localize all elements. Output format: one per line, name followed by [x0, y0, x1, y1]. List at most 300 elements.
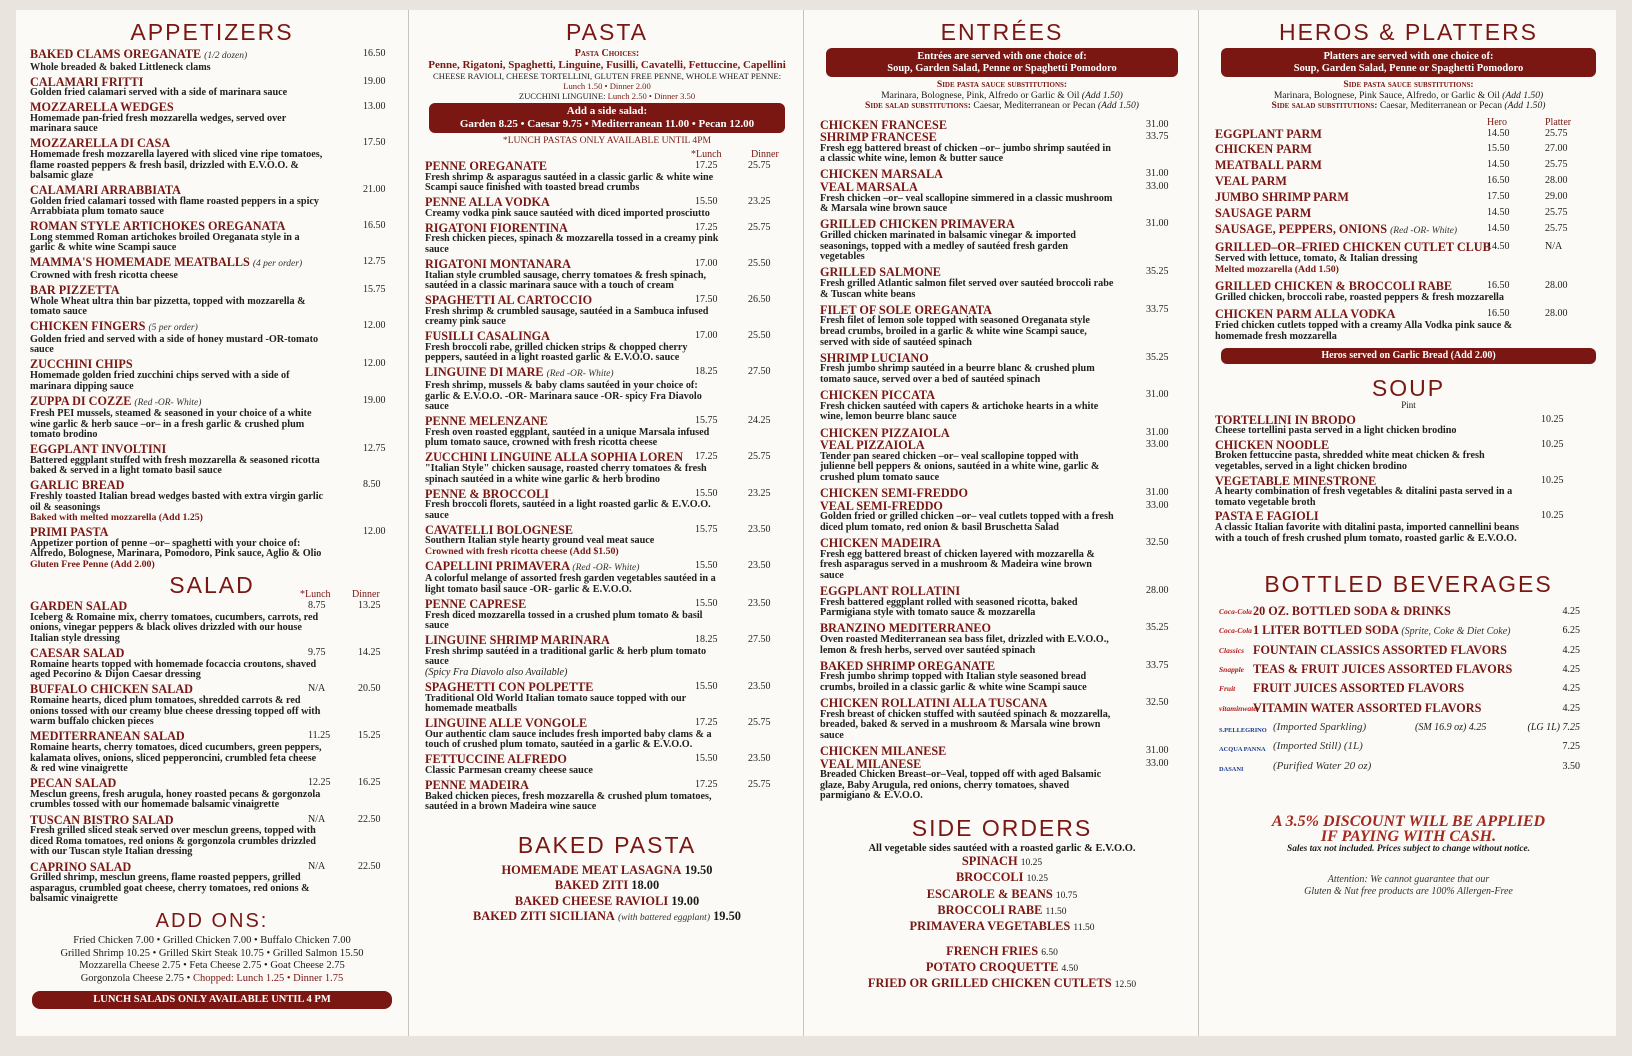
item-price-price: 12.00 — [363, 526, 386, 538]
side-order-price: 10.75 — [1055, 890, 1078, 901]
item-price-lunch: 18.25 — [695, 366, 718, 378]
menu-item — [1215, 280, 1602, 303]
item-price-price: 19.00 — [363, 75, 386, 87]
allergen-line2: Gluten & Nut free products are 100% Allergen-Free — [1304, 886, 1513, 898]
item-name-text: CHICKEN ROLLATINI ALLA TUSCANA — [820, 696, 1048, 711]
item-name — [30, 526, 394, 539]
menu-item — [820, 439, 1184, 483]
item-description: Freshly toasted Italian bread wedges basted with extra virgin garlic oil & seasonings — [30, 491, 324, 513]
item-name-text: VEAL PARM — [1215, 174, 1287, 189]
side-order-name: BROCCOLI — [956, 870, 1024, 885]
menu-item — [30, 220, 394, 254]
beverage-price: 4.25 — [1562, 606, 1580, 618]
item-price-dinner: 23.50 — [748, 681, 771, 692]
item-price-lunch: 9.75 — [308, 646, 326, 658]
addons-line: Grilled Shrimp 10.25 • Grilled Skirt Steak 10.75 • Grilled Salmon 15.50 — [60, 947, 364, 959]
item-name — [30, 443, 394, 456]
item-name — [820, 131, 1184, 144]
entrees-list — [820, 119, 1184, 803]
heros-sub1-text: Marinara, Bolognese, Pink Sauce, Alfredo, or Garlic & Oil — [1273, 89, 1500, 101]
menu-item — [820, 181, 1184, 215]
item-name — [30, 600, 394, 613]
side-salad-prices: Garden 8.25 • Caesar 9.75 • Mediterranean 11.00 • Pecan 12.00 — [459, 118, 755, 130]
item-name-text: VEAL MILANESE — [820, 756, 922, 771]
menu-item — [820, 758, 1184, 802]
item-price-lunch: 17.25 — [695, 451, 718, 463]
item-price-price: 31.00 — [1146, 118, 1169, 130]
beverage-name — [1253, 662, 1512, 676]
item-price-price: 35.25 — [1146, 622, 1169, 634]
item-price-lunch: 17.25 — [695, 160, 718, 171]
item-name — [30, 647, 394, 660]
beverage-row — [1215, 662, 1602, 681]
heros-sub2-text: Caesar, Mediterranean or Pecan — [1379, 100, 1503, 111]
item-description: Served with lettuce, tomato, & Italian dressing — [1215, 252, 1418, 264]
item-name-text: LINGUINE DI MARE — [425, 365, 544, 380]
beverage-price: 6.25 — [1562, 625, 1580, 637]
menu-item — [30, 284, 394, 318]
item-name-text: GRILLED CHICKEN PRIMAVERA — [820, 217, 1015, 232]
side-order-name: ESCAROLE & BEANS — [926, 886, 1053, 901]
item-description: Fresh shrimp sautéed in a traditional garlic & herb plum tomato sauce — [425, 645, 707, 668]
item-name-text: CHICKEN PICCATA — [820, 388, 935, 403]
baked-pasta-name: HOMEMADE MEAT LASAGNA — [501, 862, 682, 877]
side-order-price: 11.50 — [1073, 923, 1095, 934]
item-price-price: 35.25 — [1146, 266, 1169, 278]
item-extra: Crowned with fresh ricotta cheese (Add $1.50) — [425, 545, 619, 557]
side-order-name: BROCCOLI RABE — [937, 902, 1043, 917]
heros-substitutions — [1215, 80, 1602, 112]
menu-item — [30, 443, 394, 477]
item-note: (Red -OR- White) — [134, 397, 202, 408]
beverage-name-text: 20 OZ. BOTTLED SODA & DRINKS — [1253, 604, 1451, 619]
menu-item — [1215, 414, 1602, 437]
heros-banner-line2: Soup, Garden Salad, Penne or Spaghetti Pomodoro — [1293, 62, 1524, 74]
menu-item — [30, 526, 394, 570]
side-order-price: 10.25 — [1026, 874, 1048, 885]
item-name-text: PASTA E FAGIOLI — [1215, 509, 1319, 524]
column-appetizers — [16, 10, 409, 1036]
item-description: Fresh shrimp & asparagus sautéed in a classic garlic & white wine Scampi sauce finished with toasted bread crumbs — [425, 171, 714, 194]
item-description: Traditional Old World Italian tomato sauce topped with our homemade meatballs — [425, 692, 686, 715]
item-name-text: PENNE MELENZANE — [425, 414, 548, 429]
menu-page — [16, 10, 1616, 1036]
item-price-price: 16.50 — [363, 220, 386, 232]
item-price-dinner: 25.75 — [748, 221, 771, 233]
item-name-text: CAPELLINI PRIMAVERA — [425, 558, 570, 573]
menu-item — [1215, 510, 1602, 544]
water-row — [1215, 720, 1602, 739]
item-name-text: FUSILLI CASALINGA — [425, 329, 550, 344]
menu-item — [820, 304, 1184, 348]
item-price-price: 31.00 — [1146, 745, 1169, 757]
item-price-hero: 16.50 — [1487, 280, 1510, 292]
item-name — [1215, 207, 1602, 220]
item-note: (Red -OR- White) — [546, 369, 614, 380]
item-name — [425, 330, 789, 343]
item-price-dinner: 23.50 — [748, 753, 771, 765]
item-name-text: VEAL SEMI-FREDDO — [820, 498, 943, 513]
item-price-price: 32.50 — [1146, 697, 1169, 709]
item-name-text: SAUSAGE PARM — [1215, 206, 1312, 221]
item-description: Fresh battered eggplant rolled with seasoned ricotta, baked Parmigiana style with tomato sauce & mozzarella — [820, 596, 1078, 619]
side-order-price: 6.50 — [1041, 947, 1058, 958]
item-description: Homemade golden fried zucchini chips served with a side of marinara dipping sauce — [30, 369, 290, 392]
item-price-lunch: 8.75 — [308, 600, 326, 611]
menu-item — [425, 634, 789, 678]
menu-item — [425, 598, 789, 632]
item-description: Grilled shrimp, mesclun greens, flame roasted peppers, grilled asparagus, crumbled goat cheese, cherry tomatoes, red onions & balsamic vinaigrette — [30, 872, 310, 905]
beverage-price: 4.25 — [1562, 664, 1580, 676]
water-price: 3.50 — [1562, 760, 1580, 772]
menu-item — [30, 101, 394, 135]
item-price-price: 13.00 — [363, 101, 386, 113]
menu-item — [1215, 475, 1602, 509]
menu-item — [425, 160, 789, 194]
item-name — [1215, 159, 1602, 172]
item-price-hero: 14.50 — [1487, 207, 1510, 219]
item-price-dinner: 25.75 — [748, 778, 771, 790]
addons-line: Mozzarella Cheese 2.75 • Feta Cheese 2.75 • Goat Cheese 2.75 — [79, 960, 345, 972]
item-name-text: PENNE OREGANATE — [425, 159, 547, 173]
beverage-logo: Coca-Cola — [1219, 626, 1252, 636]
item-name-text: CHICKEN FINGERS — [30, 319, 146, 334]
item-price-price: 31.00 — [1146, 389, 1169, 401]
menu-item — [425, 222, 789, 256]
entrees-substitutions — [820, 80, 1184, 112]
item-price-lunch: 15.75 — [695, 415, 718, 427]
item-name-text: CALAMARI ARRABBIATA — [30, 183, 181, 198]
item-price-hero: 14.50 — [1487, 159, 1510, 171]
entrees-title: ENTRÉES — [940, 19, 1064, 45]
menu-item — [1215, 143, 1602, 156]
baked-pasta-price: 19.50 — [713, 909, 741, 924]
baked-pasta-price: 19.00 — [671, 893, 700, 908]
water-logo: S.PELLEGRINO — [1219, 726, 1267, 734]
item-price-lunch: 17.25 — [695, 717, 718, 729]
item-description: Fresh shrimp & crumbled sausage, sautéed in a Sambuca infused creamy pink sauce — [425, 305, 709, 328]
item-price-price: 8.50 — [363, 479, 381, 491]
item-name-text: PENNE ALLA VODKA — [425, 195, 550, 210]
water-name: (Purified Water 20 oz) — [1273, 759, 1372, 772]
item-description: Grilled chicken marinated in balsamic vinegar & imported seasonings, topped with a medley of sautéed fresh garden vegetables — [820, 230, 1076, 263]
baked-pasta-list — [425, 863, 789, 927]
item-name — [820, 181, 1184, 194]
platter-header: Platter — [1545, 116, 1572, 128]
menu-item — [1215, 223, 1602, 238]
item-price-lunch: N/A — [308, 813, 326, 825]
item-price-dinner: 23.50 — [748, 598, 771, 610]
baked-pasta-item — [425, 909, 789, 927]
soup-sub: Pint — [1401, 399, 1416, 410]
item-name — [1215, 175, 1602, 188]
item-name — [425, 196, 789, 209]
item-description: Whole Wheat ultra thin bar pizzetta, topped with mozzarella & tomato sauce — [30, 295, 306, 318]
item-price-price: 19.00 — [363, 394, 386, 406]
hero-header: Hero — [1487, 116, 1507, 128]
item-price-lunch: N/A — [308, 860, 326, 872]
heros-sub2-add: (Add 1.50) — [1504, 100, 1546, 111]
menu-item — [1215, 175, 1602, 188]
pasta-special1-text: CHEESE RAVIOLI, CHEESE TORTELLINI, GLUTEN FREE PENNE, WHOLE WHEAT PENNE: — [433, 71, 781, 81]
allergen-line1: Attention: We cannot guarantee that our — [1327, 873, 1490, 885]
item-description: Fresh grilled Atlantic salmon filet served over sautéed broccoli rabe & Tuscan white beans — [820, 278, 1114, 300]
item-description: Fresh egg battered breast of chicken –or– jumbo shrimp sautéed in a classic white wine, lemon & butter sauce — [820, 142, 1111, 165]
side-order-name: POTATO CROQUETTE — [925, 959, 1059, 974]
menu-item — [820, 218, 1184, 262]
item-name-text: EGGPLANT PARM — [1215, 126, 1322, 141]
item-name-text: EGGPLANT ROLLATINI — [820, 584, 961, 598]
heros-sub1-add: (Add 1.50) — [1502, 89, 1544, 101]
item-price-platter: 25.75 — [1545, 223, 1568, 235]
sub2-label: Side salad substitutions: — [865, 100, 971, 111]
item-price-lunch: 15.50 — [695, 598, 718, 610]
item-price-price: 10.25 — [1541, 474, 1564, 486]
menu-item — [425, 415, 789, 449]
item-description: Romaine hearts, diced plum tomatoes, shredded carrots & red onions tossed with our creamy blue cheese dressing topped off with warm buffalo chicken pieces — [30, 694, 321, 728]
item-description: A hearty combination of fresh vegetables & ditalini pasta served in a tomato vegetable broth — [1215, 486, 1513, 508]
item-name-text: GRILLED–OR–FRIED CHICKEN CUTLET CLUB — [1215, 240, 1491, 255]
item-name — [30, 395, 394, 410]
soup-list — [1215, 414, 1602, 545]
item-name — [820, 585, 1184, 598]
item-name — [30, 48, 394, 63]
menu-item — [425, 196, 789, 219]
addons-block — [30, 935, 394, 985]
item-price-price: 35.25 — [1146, 351, 1169, 363]
beverage-name-text: FRUIT JUICES ASSORTED FLAVORS — [1253, 681, 1465, 696]
garlic-bread-banner: Heros served on Garlic Bread (Add 2.00) — [1221, 348, 1596, 364]
item-name-text: BAKED SHRIMP OREGANATE — [820, 658, 996, 673]
beverage-name-text: 1 LITER BOTTLED SODA — [1253, 623, 1399, 638]
menu-item — [30, 814, 394, 858]
beverage-name — [1253, 643, 1507, 657]
item-price-price: 32.50 — [1146, 537, 1169, 549]
beverage-row — [1215, 604, 1602, 623]
item-name — [425, 779, 789, 792]
item-description: Classic Parmesan creamy cheese sauce — [425, 764, 593, 776]
item-price-price: 12.75 — [363, 443, 386, 455]
item-price-price: 31.00 — [1146, 487, 1169, 499]
item-description: Golden fried calamari served with a side of marinara sauce — [30, 87, 288, 99]
item-price-price: 21.00 — [363, 184, 386, 196]
item-name-text: ZUCCHINI CHIPS — [30, 357, 133, 372]
menu-item — [1215, 439, 1602, 473]
beverage-price: 4.25 — [1562, 644, 1580, 656]
item-price-lunch: 15.50 — [695, 753, 718, 765]
baked-pasta-name: BAKED ZITI SICILIANA — [473, 909, 615, 924]
item-name-text: GARLIC BREAD — [30, 478, 125, 493]
item-description: Our authentic clam sauce includes fresh imported baby clams & a touch of crushed plum tomato, sautéed in a garlic & E.V.O.O. — [425, 728, 712, 751]
side-order-item — [820, 919, 1184, 935]
item-name-text: PRIMI PASTA — [30, 525, 109, 540]
menu-item — [30, 358, 394, 392]
item-name — [30, 284, 394, 297]
item-name-text: CHICKEN PIZZAIOLA — [820, 425, 950, 440]
beverage-row — [1215, 623, 1602, 642]
appetizers-list — [30, 48, 394, 571]
item-name-text: CHICKEN MILANESE — [820, 744, 947, 759]
item-name-text: PECAN SALAD — [30, 776, 117, 791]
item-price-hero: 16.50 — [1487, 308, 1510, 320]
pasta-title: PASTA — [566, 19, 648, 45]
item-name-text: CHICKEN MADEIRA — [820, 536, 941, 551]
item-price-lunch: 15.50 — [695, 196, 718, 208]
item-price-dinner: 24.25 — [748, 415, 771, 427]
item-name — [425, 258, 789, 271]
item-name-text: CHICKEN SEMI-FREDDO — [820, 486, 968, 501]
menu-item — [425, 717, 789, 751]
menu-item — [820, 697, 1184, 741]
item-description: Homemade pan-fried fresh mozzarella wedges, served over marinara sauce — [30, 112, 287, 135]
pasta-choices: Penne, Rigatoni, Spaghetti, Linguine, Fusilli, Cavatelli, Fettuccine, Capellini — [428, 59, 786, 71]
item-name — [820, 537, 1184, 550]
item-name-text: PENNE & BROCCOLI — [425, 486, 549, 501]
item-description: Fresh filet of lemon sole topped with seasoned Oreganata style bread crumbs, broiled in a garlic & white wine Scampi sauce, served with side of sautéed spinach — [820, 315, 1090, 348]
item-name-text: FILET OF SOLE OREGANATA — [820, 302, 992, 317]
item-description: Grilled chicken, broccoli rabe, roasted peppers & fresh mozzarella — [1215, 291, 1504, 303]
item-name-text: MOZZARELLA WEDGES — [30, 100, 174, 115]
item-description: Fresh oven roasted eggplant, sautéed in a unique Marsala infused plum tomato sauce, crowned with fresh ricotta cheese — [425, 426, 710, 449]
salad-title: SALAD — [169, 572, 255, 598]
item-description: Iceberg & Romaine mix, cherry tomatoes, cucumbers, carrots, red onions, vinegar peppers & black olives drizzled with our house Italian style dressing — [30, 611, 319, 644]
item-name-text: LINGUINE ALLE VONGOLE — [425, 716, 588, 731]
item-name-text: CHICKEN PARM ALLA VODKA — [1215, 307, 1396, 322]
water-price: 7.25 — [1562, 741, 1580, 753]
beverage-price: 4.25 — [1562, 683, 1580, 695]
item-name — [1215, 191, 1602, 204]
item-description: Long stemmed Roman artichokes broiled Oreganata style in a garlic & white wine Scampi sauce — [30, 231, 300, 254]
pasta-special2-price: Lunch 2.50 • Dinner 3.50 — [607, 91, 696, 101]
soup-title: SOUP — [1371, 374, 1446, 401]
menu-item — [1215, 191, 1602, 204]
item-name — [425, 160, 789, 173]
menu-item — [820, 352, 1184, 386]
item-price-lunch: 17.00 — [695, 257, 718, 269]
item-name-text: MEATBALL PARM — [1215, 158, 1322, 173]
discount-line2: IF PAYING WITH CASH. — [1320, 827, 1497, 845]
item-name — [425, 560, 789, 575]
item-description: Southern Italian style hearty ground veal meat sauce — [425, 535, 655, 547]
item-price-dinner: 16.25 — [358, 777, 381, 789]
item-price-lunch: 12.25 — [308, 777, 331, 789]
heros-banner — [1221, 48, 1596, 77]
item-extra: Melted mozzarella (Add 1.50) — [1215, 263, 1339, 275]
item-name — [425, 415, 789, 428]
menu-item — [425, 330, 789, 364]
item-price-dinner: 14.25 — [358, 646, 381, 658]
beverage-name — [1253, 681, 1464, 695]
item-price-lunch: 17.25 — [695, 778, 718, 790]
beverage-name-text: FOUNTAIN CLASSICS ASSORTED FLAVORS — [1253, 642, 1507, 657]
item-note: (1/2 dozen) — [204, 51, 248, 61]
pasta-lunch-header: *Lunch — [691, 149, 722, 160]
item-description: Golden fried calamari tossed with flame roasted peppers in a spicy Arrabbiata plum tomato sauce — [30, 195, 320, 218]
item-name-text: VEAL PIZZAIOLA — [820, 438, 925, 453]
item-price-price: 33.00 — [1146, 181, 1169, 193]
item-name-text: CALAMARI FRITTI — [30, 74, 144, 89]
item-price-dinner: 22.50 — [358, 860, 381, 872]
item-price-price: 12.00 — [363, 320, 386, 332]
item-name-text: SPAGHETTI AL CARTOCCIO — [425, 293, 593, 308]
item-price-price: 33.00 — [1146, 439, 1169, 451]
item-name-text: CHICKEN MARSALA — [820, 167, 943, 182]
menu-item — [30, 730, 394, 774]
beverage-name — [1253, 623, 1510, 639]
beverage-row — [1215, 701, 1602, 720]
item-description: Appetizer portion of penne –or– spaghetti with your choice of: Alfredo, Bolognese, Marinara, Pomodoro, Pink sauce, Aglio & Olio — [30, 537, 322, 560]
item-price-dinner: 27.50 — [748, 366, 771, 378]
menu-item — [820, 131, 1184, 165]
beverage-row — [1215, 681, 1602, 700]
sub1-add: (Add 1.50) — [1081, 89, 1123, 101]
beverage-name-text: VITAMIN WATER ASSORTED FLAVORS — [1253, 700, 1482, 715]
item-price-lunch: 15.50 — [695, 681, 718, 692]
item-price-platter: 27.00 — [1545, 143, 1568, 155]
item-description: Fresh egg battered breast of chicken layered with mozzarella & fresh asparagus served in a mushroom & Madeira wine brown sauce — [820, 548, 1095, 581]
item-name-text: CHICKEN FRANCESE — [820, 117, 947, 132]
addons-chopped: Chopped: Lunch 1.25 • Dinner 1.75 — [192, 972, 344, 984]
item-price-platter: 25.75 — [1545, 127, 1568, 139]
side-salad-banner — [429, 103, 785, 133]
water-row — [1215, 759, 1602, 778]
item-description: Fresh chicken –or– veal scallopine simmered in a classic mushroom & Marsala wine brown sauce — [820, 192, 1113, 215]
item-name — [425, 634, 789, 647]
column-heros — [1201, 10, 1616, 1036]
menu-item — [425, 524, 789, 558]
item-description: Homemade fresh mozzarella layered with sliced vine ripe tomatoes, flame roasted peppers & fresh basil, drizzled with E.V.O.O. & balsamic glaze — [30, 148, 323, 182]
heros-title: HEROS & PLATTERS — [1278, 19, 1539, 45]
heros-list — [1215, 128, 1602, 343]
item-description: A colorful melange of assorted fresh garden vegetables sautéed in a light tomato basil sauce -OR- garlic & E.V.O.O. — [425, 573, 716, 596]
item-description: A classic Italian favorite with ditalini pasta, imported cannellini beans with a touch of fresh crushed plum tomato, roasted garlic & E.V.O.O. — [1215, 521, 1519, 544]
item-name-text: ROMAN STYLE ARTICHOKES OREGANATA — [30, 219, 286, 234]
item-name — [425, 366, 789, 381]
item-price-dinner: 27.50 — [748, 634, 771, 646]
menu-item — [1215, 308, 1602, 342]
allergen-note — [1215, 874, 1602, 899]
item-name — [820, 389, 1184, 402]
item-price-lunch: 15.75 — [695, 523, 718, 535]
item-name-text: TUSCAN BISTRO SALAD — [30, 812, 174, 827]
baked-pasta-name: BAKED ZITI — [554, 878, 629, 893]
item-price-hero: 15.50 — [1487, 143, 1510, 155]
item-price-price: 12.75 — [363, 256, 386, 268]
item-price-price: 31.00 — [1146, 218, 1169, 230]
entrees-banner-line2: Soup, Garden Salad, Penne or Spaghetti Pomodoro — [887, 62, 1117, 74]
item-price-platter: 28.00 — [1545, 175, 1568, 187]
menu-item — [425, 366, 789, 412]
side-order-name: FRIED OR GRILLED CHICKEN CUTLETS — [867, 976, 1112, 991]
item-note: (5 per order) — [148, 323, 198, 334]
item-price-dinner: 25.50 — [748, 330, 771, 342]
pasta-special2-text: ZUCCHINI LINGUINE: — [518, 91, 606, 101]
menu-item — [30, 256, 394, 281]
item-name — [425, 717, 789, 730]
item-name-text: GRILLED SALMONE — [820, 265, 941, 280]
item-name-text: PENNE CAPRESE — [425, 597, 527, 612]
item-name — [30, 220, 394, 233]
side-order-price: 11.50 — [1045, 906, 1067, 917]
item-price-dinner: 22.50 — [358, 813, 381, 825]
menu-item — [820, 660, 1184, 694]
entrees-banner-line1: Entrées are served with one choice of: — [917, 51, 1087, 62]
item-description: Fresh broccoli florets, sautéed in a light roasted garlic & E.V.O.O. sauce — [425, 499, 711, 521]
item-description: Fresh PEI mussels, steamed & seasoned in your choice of a white wine garlic & herb sauce –or– in a fresh garlic & crushed plum tomato brodino — [30, 408, 312, 441]
item-description: Romaine hearts topped with homemade focaccia croutons, shaved aged Pecorino & Dijon Caesar dressing — [30, 658, 317, 681]
item-name-text: EGGPLANT INVOLTINI — [30, 442, 167, 457]
water-price: (LG 1L) 7.25 — [1527, 721, 1580, 733]
